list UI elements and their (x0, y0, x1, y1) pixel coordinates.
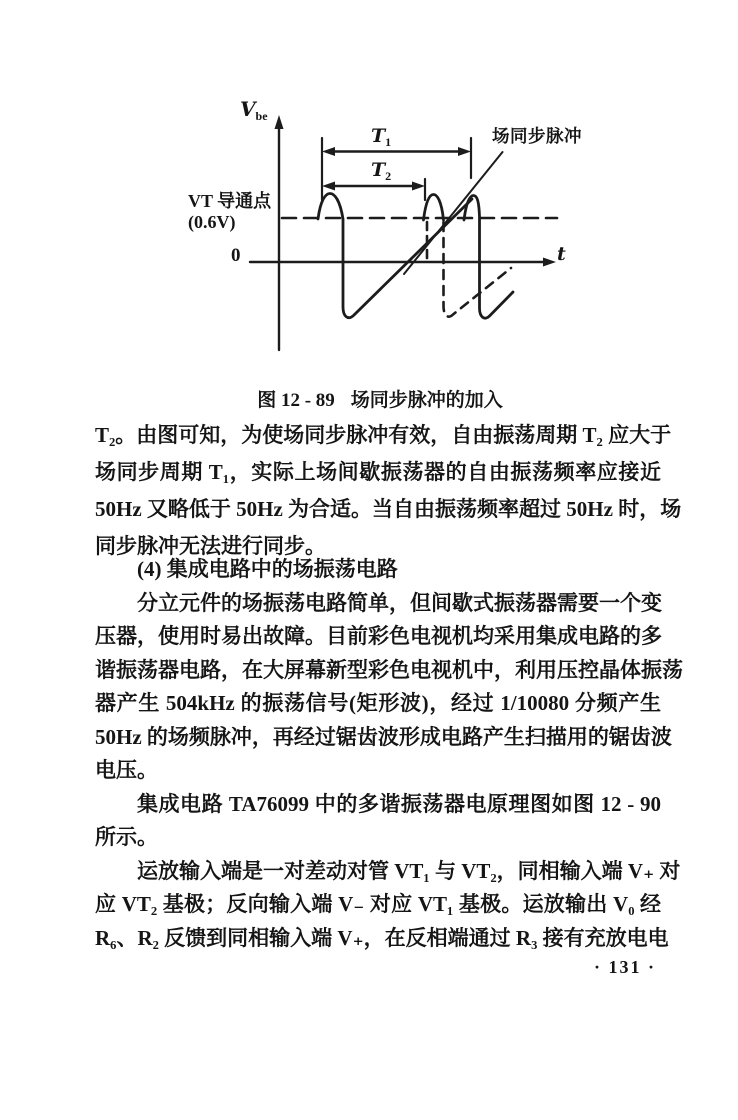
body-line: 电压。 (95, 758, 158, 782)
paragraph-block-1 (95, 417, 682, 565)
y-axis-arrowhead (275, 115, 284, 129)
dim-arrow-t2-right (412, 182, 425, 191)
body-line: R₆、R₂ 反馈到同相输入端 V₊，在反相端通过 R₃ 接有充放电电 (95, 925, 669, 950)
waveform-pulse2-bump (424, 195, 444, 221)
body-line: 同步脉冲无法进行同步。 (95, 534, 326, 558)
period-t2-label: $T_2$ (371, 159, 392, 183)
x-axis-label: t (557, 243, 566, 265)
body-line: 集成电路 TA76099 中的多谐振荡器电原理图如图 12 - 90 (137, 791, 661, 816)
body-line: 分立元件的场振荡电路简单，但间歇式振荡器需要一个变 (137, 590, 662, 615)
paragraph-block-2 (95, 553, 683, 955)
body-line: 器产生 504kHz 的振荡信号(矩形波)，经过 1/10080 分频产生 (95, 691, 661, 715)
waveform-pulse1-ramp (318, 194, 472, 318)
waveform-figure (0, 0, 738, 400)
dim-arrow-t1-right (458, 147, 471, 156)
body-line: 场同步周期 T₁，实际上场间歇振荡器的自由振荡频率应接近 (95, 460, 661, 484)
figure-caption-title: 场同步脉冲的加入 (350, 390, 503, 411)
body-line: 运放输入端是一对差动对管 VT₁ 与 VT₂，同相输入端 V₊ 对 (137, 858, 681, 883)
page-number: · 131 · (593, 957, 656, 977)
origin-label: 0 (231, 245, 241, 266)
y-axis-label-main: V (240, 97, 256, 121)
body-line: 压器，使用时易出故障。目前彩色电视机均采用集成电路的多 (95, 624, 662, 648)
threshold-label-line1: VT 导通点 (188, 191, 272, 211)
body-line: T₂。由图可知，为使场同步脉冲有效，自由振荡周期 T₂ 应大于 (95, 423, 672, 447)
body-line: 50Hz 又略低于 50Hz 为合适。当自由振荡频率超过 50Hz 时，场 (95, 497, 682, 521)
body-line-heading: (4) 集成电路中的场振荡电路 (137, 557, 398, 581)
body-line: 谐振荡器电路，在大屏幕新型彩色电视机中，利用压控晶体振荡 (95, 657, 683, 682)
dim-arrow-t1-left (322, 147, 335, 156)
waveform-pulse3-ramp (464, 196, 513, 319)
body-line: 所示。 (95, 825, 158, 849)
figure-caption-number: 图 12 - 89 (257, 390, 335, 411)
figure-caption (150, 385, 610, 412)
y-axis-label (240, 99, 268, 123)
body-line: 50Hz 的场频脉冲，再经过锯齿波形成电路产生扫描用的锯齿波 (95, 724, 672, 749)
dim-arrow-t2-left (322, 182, 335, 191)
x-axis-arrowhead (543, 258, 556, 267)
threshold-label-line2: (0.6V) (188, 212, 236, 232)
y-axis-label-sub: be (255, 109, 268, 123)
pulse-label-leader-line (404, 152, 503, 274)
sync-pulse-label: 场同步脉冲 (492, 126, 582, 146)
body-line: 应 VT₂ 基极；反向输入端 V₋ 对应 VT₁ 基极。运放输出 V₀ 经 (95, 892, 661, 916)
period-t1-label: $T_1$ (371, 125, 392, 149)
